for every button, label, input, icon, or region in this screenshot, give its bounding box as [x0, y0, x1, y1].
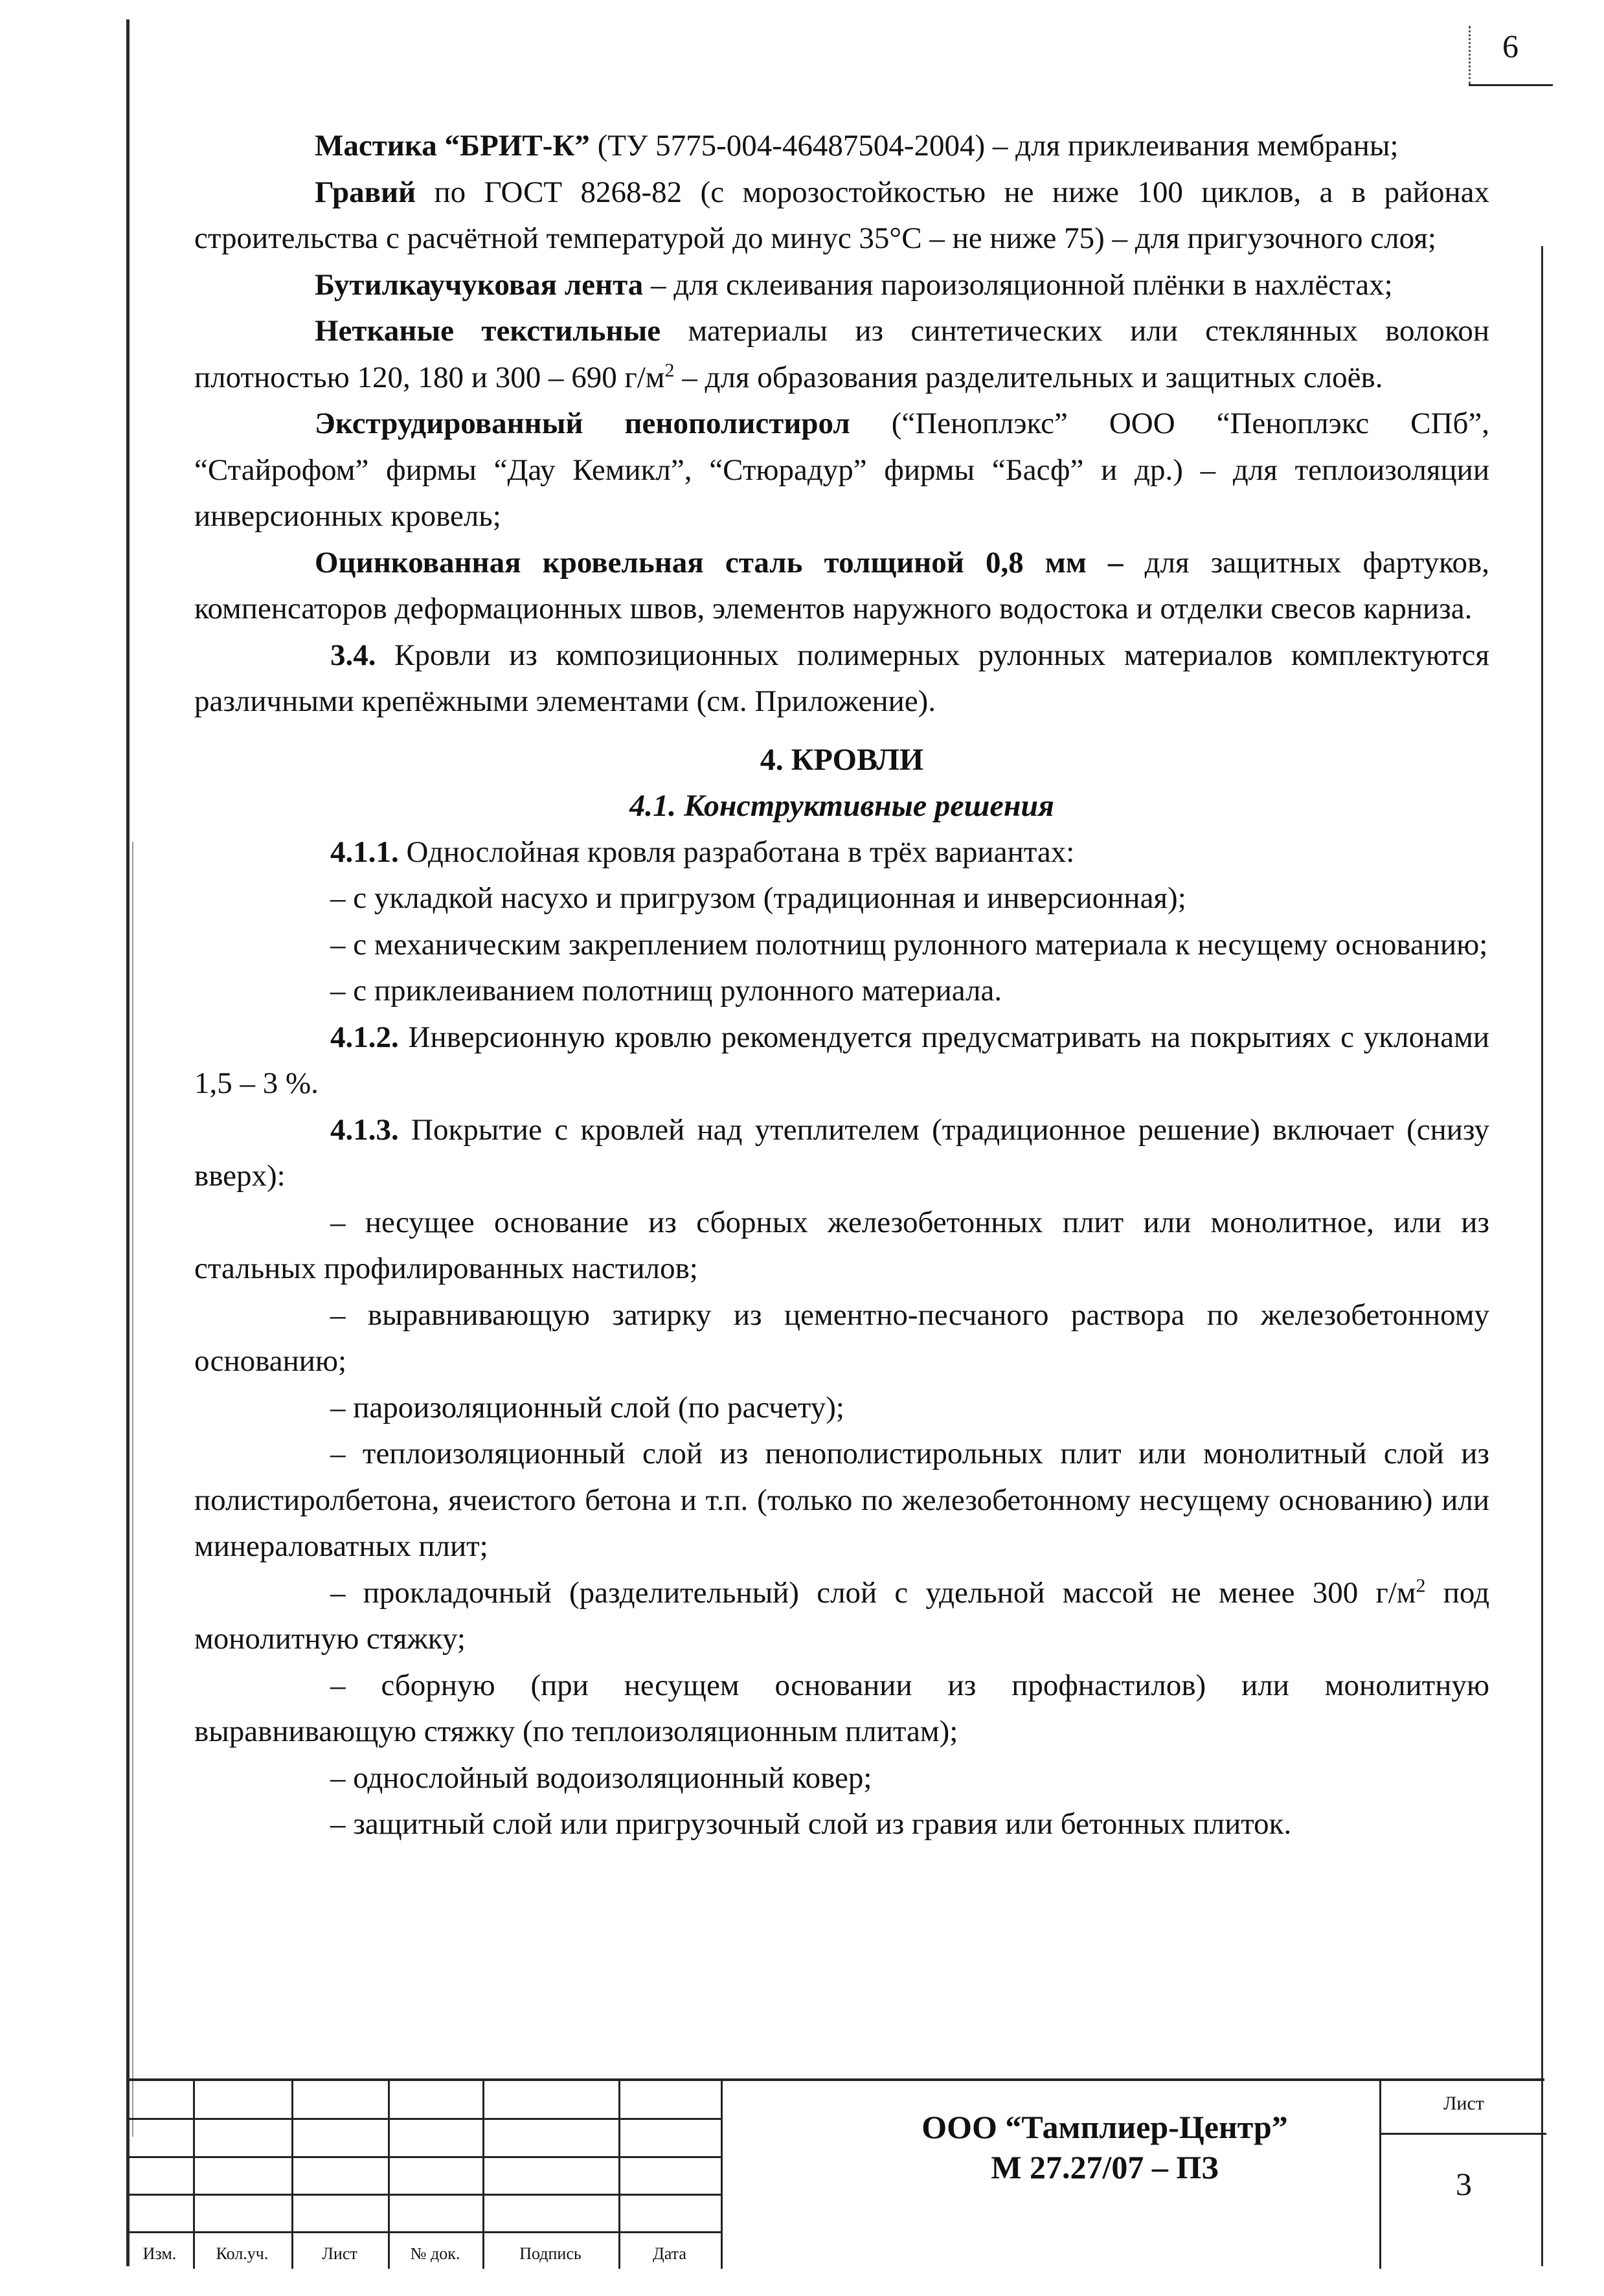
paragraph-text: материалы из синтетических или стеклянных волокон плотностью 120, 180 и 300 – 690 г/м: [194, 314, 1489, 394]
superscript: 2: [1416, 1574, 1426, 1596]
grid-row-line: [126, 2231, 721, 2233]
term: Гравий: [315, 175, 416, 209]
page-number: 6: [1502, 28, 1519, 64]
clause-number: 4.1.1.: [330, 835, 399, 869]
title-block-text: [723, 2107, 1487, 2187]
term: Экструдированный пенополистирол: [315, 407, 850, 440]
title-block-center: [721, 2081, 1487, 2269]
item-4-1-1: [194, 829, 1489, 876]
list-item: – выравнивающую затирку из цементно-песчаного раствора по железобетонному основанию;: [194, 1298, 1489, 1378]
item-4-1-3: [194, 1107, 1489, 1200]
paragraph-text: – прокладочный (разделительный) слой с удельной массой не менее 300 г/м: [330, 1575, 1416, 1610]
paragraph-text: Кровли из композиционных полимерных рулонных материалов комплектуются различными крепёжными элементами (см. Приложение).: [194, 638, 1489, 718]
section-title: 4. КРОВЛИ: [760, 742, 924, 777]
sheet-number: 3: [1456, 2166, 1472, 2202]
paragraph-text: для защитных фартуков, компенсаторов деформационных швов, элементов наружного водостока и отделки свесов карниза.: [194, 545, 1489, 625]
term: Нетканые текстильные: [315, 314, 661, 348]
grid-row-line: [126, 2156, 721, 2158]
paragraph-text: Инверсионную кровлю рекомендуется предусматривать на покрытиях с уклонами 1,5 – 3 %.: [194, 1020, 1489, 1100]
superscript: 2: [664, 359, 675, 381]
title-block: [126, 2078, 1544, 2269]
sheet-cell: [1379, 2081, 1546, 2269]
list-item: – однослойный водоизоляционный ковер;: [330, 1761, 872, 1795]
sheet-divider: [1381, 2133, 1546, 2135]
sheet-label: Лист: [1443, 2093, 1484, 2114]
item-4-1-2: [194, 1015, 1489, 1107]
paragraph-text: Покрытие с кровлей над утеплителем (традиционное решение) включает (снизу вверх):: [194, 1112, 1489, 1193]
paragraph-text: (ТУ 5775-004-46487504-2004) – для приклеивания мембраны;: [589, 129, 1399, 163]
grid-row-line: [126, 2118, 721, 2120]
list-item: – несущее основание из сборных железобетонных плит или монолитное, или из стальных профилированных настилов;: [194, 1205, 1489, 1285]
list-item: – теплоизоляционный слой из пенополистирольных плит или монолитный слой из полистиролбетона, ячеистого бетона и т.п. (только по железобетонному несущему основанию) или минераловатных плит;: [194, 1437, 1489, 1563]
paragraph-text: по ГОСТ 8268-82 (с морозостойкостью не ниже 100 циклов, а в районах строительства с расчётной температурой до минус 35°С – не ниже 75) – для пригузочного слоя;: [194, 175, 1489, 255]
paragraph-text: Однослойная кровля разработана в трёх вариантах:: [398, 835, 1075, 869]
paragraph-extruded: [194, 401, 1489, 540]
col-label-podpis: Подпись: [519, 2244, 582, 2263]
list-item: – с механическим закреплением полотнищ рулонного материала к несущему основанию;: [330, 927, 1488, 962]
binding-line-secondary: [132, 842, 133, 2137]
paragraph-text: под монолитную стяжку;: [194, 1575, 1489, 1656]
clause-number: 3.4.: [330, 638, 376, 672]
list-item: – с приклеиванием полотнищ рулонного материала.: [330, 974, 1002, 1007]
document-body: [194, 123, 1489, 1848]
grid-col-line: [618, 2081, 620, 2269]
frame-right-line: [1541, 246, 1543, 2266]
grid-row-line: [126, 2194, 721, 2196]
list-item: – пароизоляционный слой (по расчету);: [330, 1390, 844, 1424]
col-label-list: Лист: [322, 2244, 357, 2263]
col-label-izm: Изм.: [142, 2244, 177, 2263]
list-item: – с укладкой насухо и пригрузом (традиционная и инверсионная);: [330, 881, 1186, 915]
col-label-nodok: № док.: [410, 2244, 460, 2263]
clause-number: 4.1.3.: [330, 1112, 399, 1147]
list-item: [194, 1570, 1489, 1663]
paragraph-netkanye: [194, 308, 1489, 401]
binding-line: [126, 19, 130, 2266]
paragraph-text: – для образования разделительных и защитных слоёв.: [674, 360, 1383, 394]
term: Мастика “БРИТ-К”: [315, 129, 590, 163]
paragraph-butyl: [194, 262, 1489, 309]
list-item: – сборную (при несущем основании из профнастилов) или монолитную выравнивающую стяжку (по теплоизоляционным плитам);: [194, 1668, 1489, 1748]
grid-col-line: [388, 2081, 390, 2269]
paragraph-graviy: [194, 170, 1489, 262]
paragraph-steel: [194, 540, 1489, 633]
grid-col-line: [291, 2081, 293, 2269]
grid-col-line: [193, 2081, 195, 2269]
paragraph-text: – для склеивания пароизоляционной плёнки в нахлёстах;: [643, 267, 1393, 302]
paragraph-text: (“Пеноплэкс” ООО “Пеноплэкс СПб”, “Стайрофом” фирмы “Дау Кемикл”, “Стюрадур” фирмы “Басф” и др.) – для теплоизоляции инверсионных кровель;: [194, 407, 1489, 533]
paragraph-3-4: [194, 633, 1489, 725]
page-number-divider: [1469, 26, 1473, 84]
term: Бутилкаучуковая лента: [315, 267, 644, 302]
paragraph-mastika: [194, 123, 1489, 170]
page-number-rule: [1469, 84, 1553, 86]
col-label-data: Дата: [653, 2244, 686, 2263]
document-code: М 27.27/07 – ПЗ: [991, 2149, 1219, 2185]
grid-col-line: [482, 2081, 484, 2269]
term: Оцинкованная кровельная сталь толщиной 0,8 мм –: [315, 545, 1124, 580]
list-item: – защитный слой или пригрузочный слой из гравия или бетонных плиток.: [330, 1807, 1292, 1841]
section-subtitle: 4.1. Конструктивные решения: [629, 789, 1054, 823]
revision-grid: [126, 2081, 721, 2269]
clause-number: 4.1.2.: [330, 1020, 399, 1054]
col-label-koluch: Кол.уч.: [216, 2244, 269, 2263]
organization-name: ООО “Тамплиер-Центр”: [921, 2109, 1288, 2145]
